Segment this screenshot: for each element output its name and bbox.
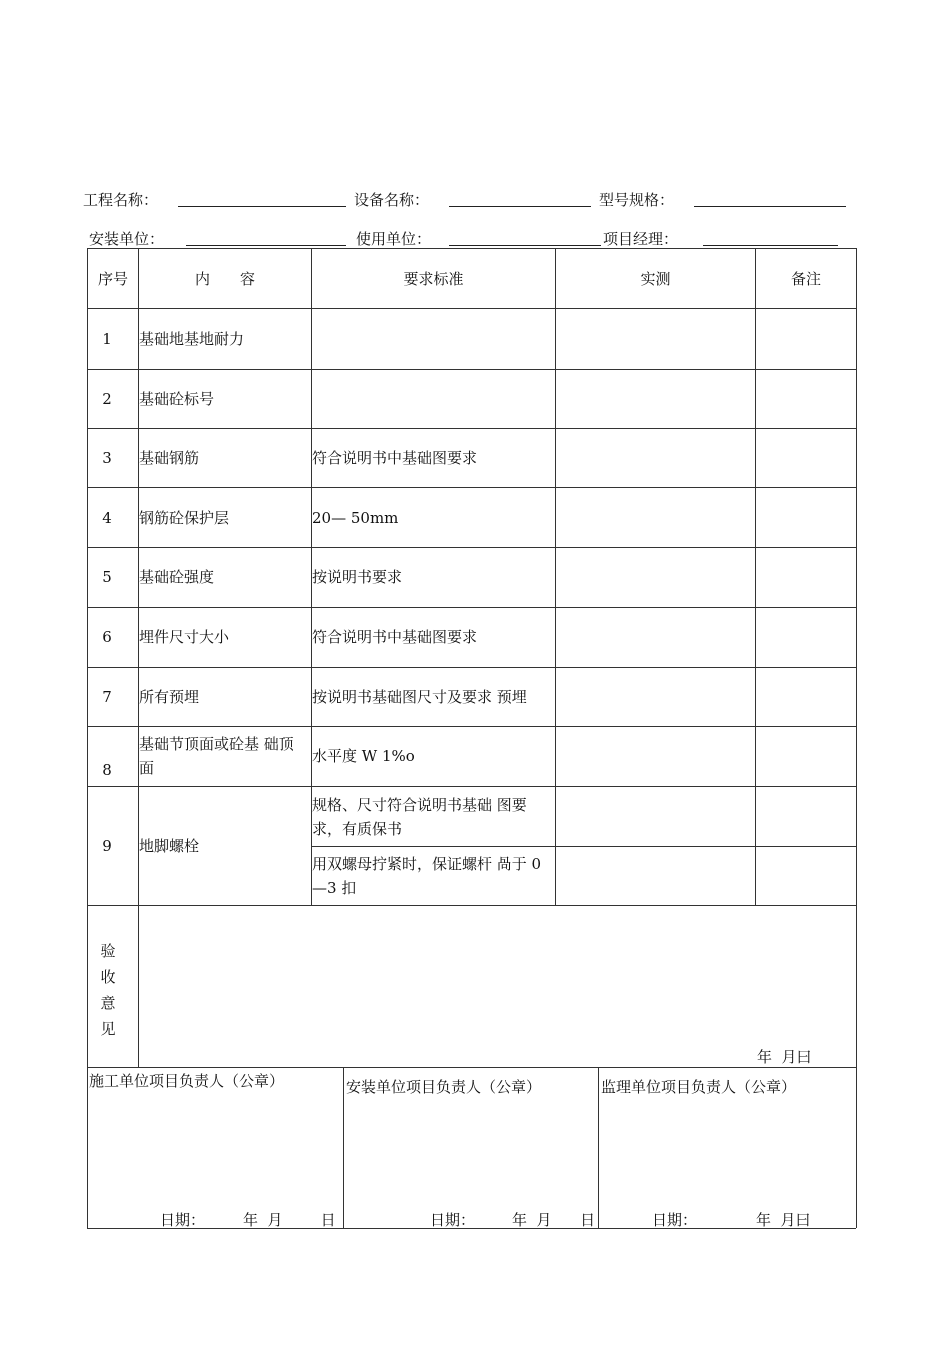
row-content: 埋件尺寸大小	[139, 628, 230, 646]
opinion-area[interactable]	[139, 906, 855, 1066]
opinion-date: 年 月曰	[757, 1048, 812, 1066]
date-label: 日期：	[160, 1211, 206, 1229]
row-number: 7	[102, 687, 112, 706]
install-unit-label: 安装单位：	[89, 230, 165, 248]
col-header-content: 内 容	[194, 269, 255, 288]
installation-signatory-label: 安装单位项目负责人（公章）	[346, 1078, 542, 1096]
table-divider	[343, 1067, 344, 1228]
col-header-remarks: 备注	[790, 269, 821, 288]
row-number: 8	[102, 761, 112, 779]
row-number: 1	[102, 330, 112, 348]
supervision-date: 年 月曰	[756, 1211, 811, 1229]
user-unit-label: 使用单位：	[356, 230, 432, 248]
installation-date: 年 月 日	[512, 1211, 596, 1229]
equipment-name-label: 设备名称：	[354, 191, 430, 209]
date-label: 日期：	[652, 1211, 698, 1229]
model-spec-label: 型号规格：	[599, 191, 675, 209]
row-standard: 20— 50mm	[312, 508, 399, 527]
row-content: 基础钢筋	[139, 448, 200, 467]
project-manager-label: 项目经理：	[603, 230, 679, 248]
table-divider	[598, 1067, 599, 1228]
row-standard: 按说明书要求	[312, 568, 403, 586]
row-standard-spec: 规格、尺寸符合说明书基础 图要求，有质保书	[312, 795, 527, 838]
model-spec-field[interactable]	[694, 206, 846, 207]
row-content: 所有预埋	[139, 687, 200, 706]
construction-signatory-label: 施工单位项目负责人（公章）	[89, 1072, 285, 1090]
row-content: 基础地基地耐力	[139, 330, 245, 348]
opinion-label: 验收意见	[100, 942, 116, 1038]
user-unit-field[interactable]	[449, 245, 601, 246]
row-number: 9	[102, 836, 112, 855]
row-standard: 水平度 W 1%o	[312, 747, 415, 765]
row-number: 4	[102, 508, 112, 527]
project-name-field[interactable]	[178, 206, 346, 207]
supervision-signatory-label: 监理单位项目负责人（公章）	[601, 1078, 797, 1096]
col-header-standard: 要求标准	[403, 269, 464, 288]
row-content: 地脚螺栓	[139, 836, 200, 855]
row-content: 基础砼标号	[139, 389, 215, 408]
row-content: 基础砼强度	[139, 568, 215, 586]
construction-date: 年 月 日	[243, 1211, 336, 1229]
table-divider	[555, 248, 556, 905]
date-label: 日期：	[430, 1211, 476, 1229]
equipment-name-field[interactable]	[449, 206, 591, 207]
col-header-no: 序号	[97, 269, 128, 288]
row-number: 3	[102, 448, 112, 467]
row-standard	[312, 369, 552, 428]
row-number: 6	[102, 628, 112, 646]
row-standard: 符合说明书中基础图要求	[312, 628, 478, 646]
row-standard	[312, 309, 552, 369]
table-border	[856, 248, 857, 1228]
install-unit-field[interactable]	[186, 245, 346, 246]
row-content: 基础节顶面或砼基 础顶面	[139, 735, 294, 777]
table-divider	[755, 248, 756, 905]
col-header-measured: 实测	[640, 269, 671, 288]
table-divider	[87, 1067, 856, 1068]
row-number: 5	[102, 568, 112, 586]
project-name-label: 工程名称：	[83, 191, 159, 209]
row-standard-tightening: 用双螺母拧紧时，保证螺杆 咼于 0—3 扣	[312, 855, 542, 897]
project-manager-field[interactable]	[703, 245, 838, 246]
row-content: 钢筋砼保护层	[139, 508, 230, 527]
row-number: 2	[102, 389, 112, 408]
row-standard: 按说明书基础图尺寸及要求 预埋	[312, 687, 527, 706]
row-standard: 符合说明书中基础图要求	[312, 448, 478, 467]
